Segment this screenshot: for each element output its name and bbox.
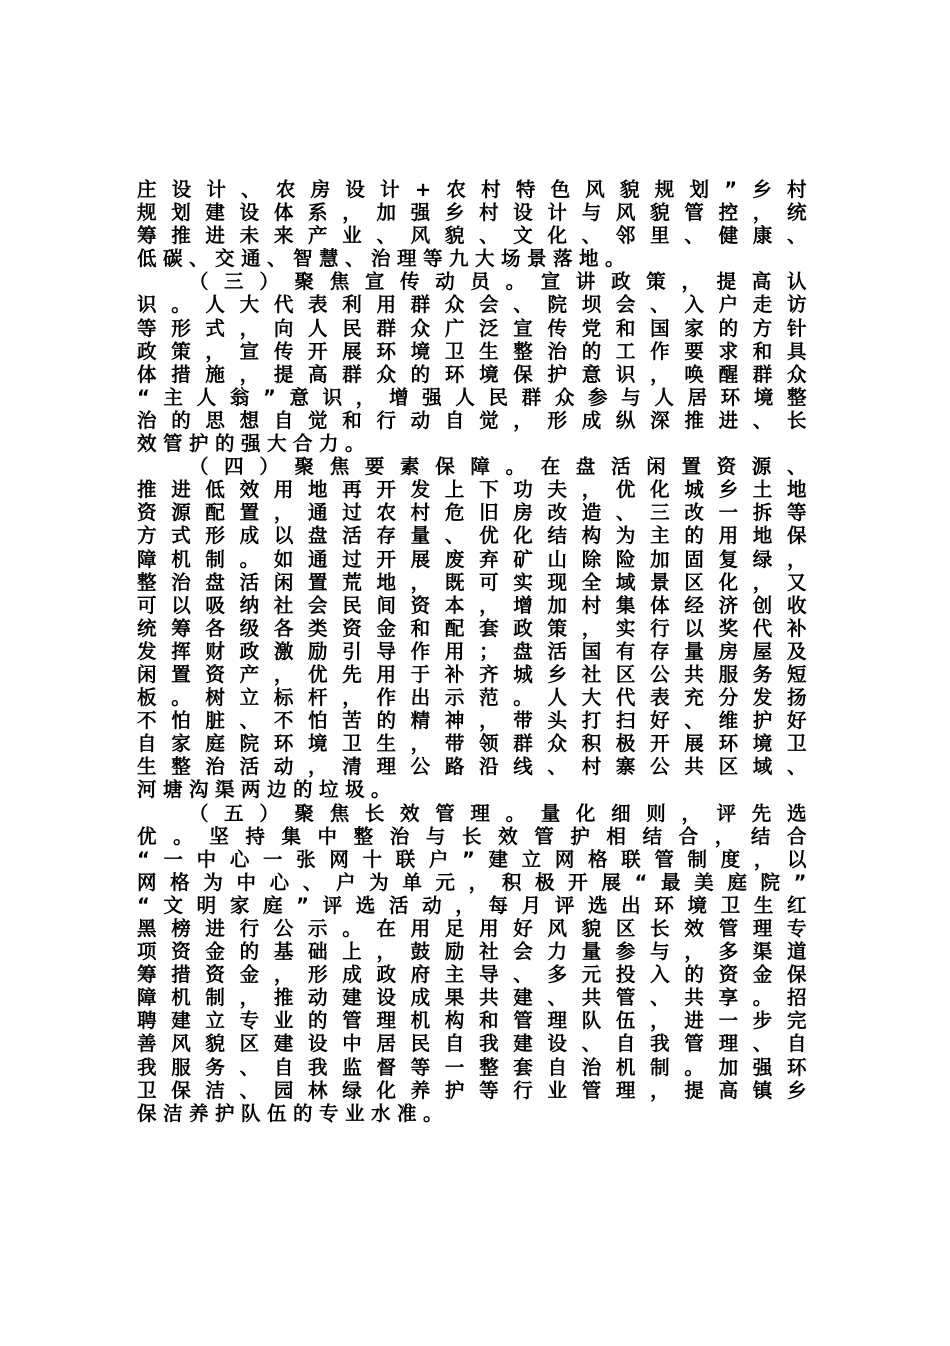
text-line: 整治盘活闲置荒地，既可实现全域景区化，又 (137, 570, 813, 594)
text-line: 网格为中心、户为单元，积极开展“最美庭院” (137, 870, 813, 894)
text-line: 识。人大代表利用群众会、院坝会、入户走访 (137, 293, 813, 317)
text-line: 善风貌区建设中居民自我建设、自我管理、自 (137, 1032, 813, 1056)
text-line: 可以吸纳社会民间资本，增加村集体经济创收 (137, 593, 813, 617)
text-line: 板。树立标杆，作出示范。人大代表充分发扬 (137, 686, 813, 710)
text-line: 政策，宣传开展环境卫生整治的工作要求和具 (137, 339, 813, 363)
text-line: “一中心一张网十联户”建立网格联管制度，以 (137, 847, 813, 871)
text-line: 闲置资产，优先用于补齐城乡社区公共服务短 (137, 662, 813, 686)
text-line: 自家庭院环境卫生，带领群众积极开展环境卫 (137, 732, 813, 756)
text-line: 规划建设体系，加强乡村设计与风貌管控，统 (137, 201, 813, 225)
section-heading-line: （四）聚焦要素保障。在盘活闲置资源、 (189, 455, 813, 479)
text-line: 庄设计、农房设计+农村特色风貌规划”乡村 (137, 178, 813, 201)
text-line: 发挥财政激励引导作用；盘活国有存量房屋及 (137, 639, 813, 663)
text-line: 不怕脏、不怕苦的精神，带头打扫好、维护好 (137, 709, 813, 733)
text-line: 等形式，向人民群众广泛宣传党和国家的方针 (137, 316, 813, 340)
text-line: 聘建立专业的管理机构和管理队伍，进一步完 (137, 1009, 813, 1033)
text-line: 方式形成以盘活存量、优化结构为主的用地保 (137, 524, 813, 548)
text-line: 卫保洁、园林绿化养护等行业管理，提高镇乡 (137, 1078, 813, 1102)
text-line: 效管护的强大合力。 (137, 432, 372, 456)
text-line: “文明家庭”评选活动，每月评选出环境卫生红 (137, 893, 813, 917)
text-line: 障机制。如通过开展废弃矿山除险加固复绿， (137, 547, 813, 571)
text-line: 资源配置，通过农村危旧房改造、三改一拆等 (137, 501, 813, 525)
text-line: 黑榜进行公示。在用足用好风貌区长效管理专 (137, 917, 813, 940)
body-text (137, 178, 813, 1125)
text-line: 保洁养护队伍的专业水准。 (137, 1101, 450, 1125)
text-line: 筹推进未来产业、风貌、文化、邻里、健康、 (137, 224, 813, 248)
text-line: 体措施，提高群众的环境保护意识，唤醒群众 (137, 362, 813, 386)
text-line: “主人翁”意识，增强人民群众参与人居环境整 (137, 385, 813, 409)
section-heading-line: （三）聚焦宣传动员。宣讲政策，提高认 (189, 270, 813, 294)
text-line: 项资金的基础上，鼓励社会力量参与，多渠道 (137, 940, 813, 964)
text-line: 低碳、交通、智慧、治理等九大场景落地。 (137, 247, 632, 271)
text-line: 生整治活动，清理公路沿线、村寨公共区域、 (137, 755, 813, 779)
text-line: 障机制，推动建设成果共建、共管、共享。招 (137, 986, 813, 1010)
text-line: 河塘沟渠两边的垃圾。 (137, 778, 398, 802)
text-line: 统筹各级各类资金和配套政策，实行以奖代补 (137, 616, 813, 640)
text-line: 推进低效用地再开发上下功夫，优化城乡土地 (137, 478, 813, 502)
text-line: 我服务、自我监督等一整套自治机制。加强环 (137, 1055, 813, 1079)
text-line: 筹措资金，形成政府主导、多元投入的资金保 (137, 963, 813, 987)
section-heading-line: （五）聚焦长效管理。量化细则，评先选 (189, 801, 813, 825)
text-line: 优。坚持集中整治与长效管护相结合，结合 (137, 824, 813, 848)
text-line: 治的思想自觉和行动自觉，形成纵深推进、长 (137, 408, 813, 432)
